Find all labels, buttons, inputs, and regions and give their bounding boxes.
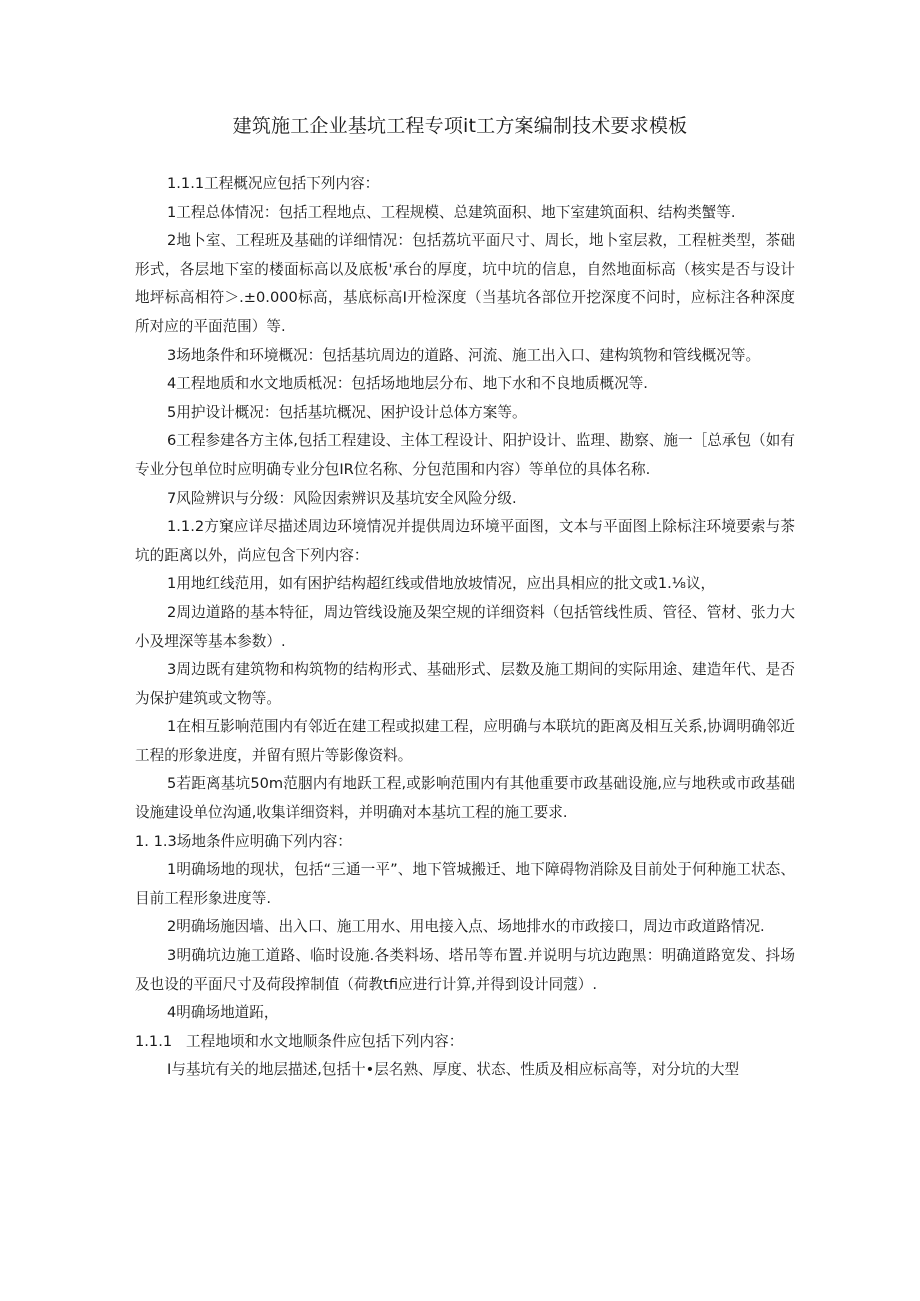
section-1-1-2-heading: 1.1.2方窠应详尽描述周边环境情况并提供周边环境平面图，文本与平面图上除标注环境要索与茶坑的距离以外，尚应包含下列内容： xyxy=(135,518,795,564)
section-1-1-3-heading: 1. 1.3场地条件应明确下列内容： xyxy=(135,832,352,850)
item-geology-hydrology: 4工程地质和水文地质柢况：包括场地地层分布、地下水和不良地质概况等. xyxy=(167,375,648,393)
section-1-1-4-heading: 1.1.1 工程地顷和水文地顺条件应包括下列内容： xyxy=(135,1032,464,1050)
item-stratum-description: I与基坑有关的地层描述,包括十•层名熟、厚度、状态、性质及相应标高等，对分坑的大型 xyxy=(167,1061,740,1079)
item-participating-parties: 6工程参建各方主体,包括工程建设、主体工程设计、阳护设计、监理、勘察、施一［总承包（如有专业分包单位时应明确专业分包IR位名称、分包范围和内容）等单位的具体名称. xyxy=(135,432,795,478)
item-site-conditions: 3场地条件和环境概况：包括基坑周边的道路、河流、施工出入口、建构筑物和管线概况等。 xyxy=(167,346,761,364)
item-site-roads: 4明确场地道跖， xyxy=(167,1004,279,1022)
item-basement-details: 2地卜室、工程班及基础的详细情况：包括荔坑平面尺寸、周长，地卜室层救，工程桩类型，茶础形式，各层地下室的楼面标高以及底板'承台的厚度，坑中坑的信息，自然地面标高（核实是否与设计地坪标高相符＞.±0.000标高，基底标高I开检深度（当基坑各部位开挖深度不问时，应标注各种深度所对应的平面范围）等. xyxy=(135,232,795,335)
item-site-enclosure: 2明确场施因墙、出入口、施工用水、用电接入点、场地排水的市政接口，周边市政道路情况. xyxy=(167,918,765,936)
item-overall-situation: 1工程总体情况：包括工程地点、工程规模、总建筑面积、地下室建筑面积、结构类蟹等. xyxy=(167,203,736,221)
item-risk-identification: 7风险辨识与分级：风险因索辨识及基坑安全风险分级. xyxy=(167,489,517,507)
item-temporary-facilities: 3明确坑边施工道路、临时设施.各类料场、塔吊等布置.并说明与坑边跑黑：明确道路宽发、抖场及也设的平面尺寸及荷段搾制值（荷教tfi应进行计算,并得到设计同蔻）. xyxy=(135,947,795,993)
item-adjacent-projects: 1在相互影响范围内有邻近在建工程或拟建工程，应明确与本联坑的距离及相互关系,协调明确邻近工程的形象进度，并留有照片等影像资料。 xyxy=(135,718,795,764)
item-existing-buildings: 3周边既有建筑物和构筑物的结构形式、基础形式、层数及施工期间的实际用途、建造年代、是否为保护建筑或文物等。 xyxy=(135,661,795,707)
item-surrounding-roads: 2周边道路的基本特征，周边管线设施及架空规的详细资料（包括管线性质、管径、管材、张力大小及埋深等基本参数）. xyxy=(135,603,795,650)
document-body xyxy=(135,170,795,1085)
item-support-design: 5用护设计概况：包括基坑概况、困护设计总体方案等。 xyxy=(167,403,527,421)
item-red-line-scope: 1用地红线范用，如有困护结构超红线或借地放坡情况，应出具相应的批文或1.⅛议， xyxy=(167,575,716,593)
item-site-status: 1明确场地的现状，包括“三通一平”、地下管城搬迁、地下障碍物消除及目前处于何种施工状态、目前工程形象进度等. xyxy=(135,861,795,907)
section-1-1-1-heading: 1.1.1工程概况应包括下列内容： xyxy=(167,175,380,192)
item-metro-facilities: 5若距离基坑50m范胭内有地跃工程,或影响范围内有其他重要市政基础设施,应与地秩或市政基础设施建设单位沟通,收集详细资料，并明确对本基坑工程的施工要求. xyxy=(135,775,795,822)
document-title: 建筑施工企业基坑工程专项it工方案编制技术要求模板 xyxy=(232,115,688,137)
